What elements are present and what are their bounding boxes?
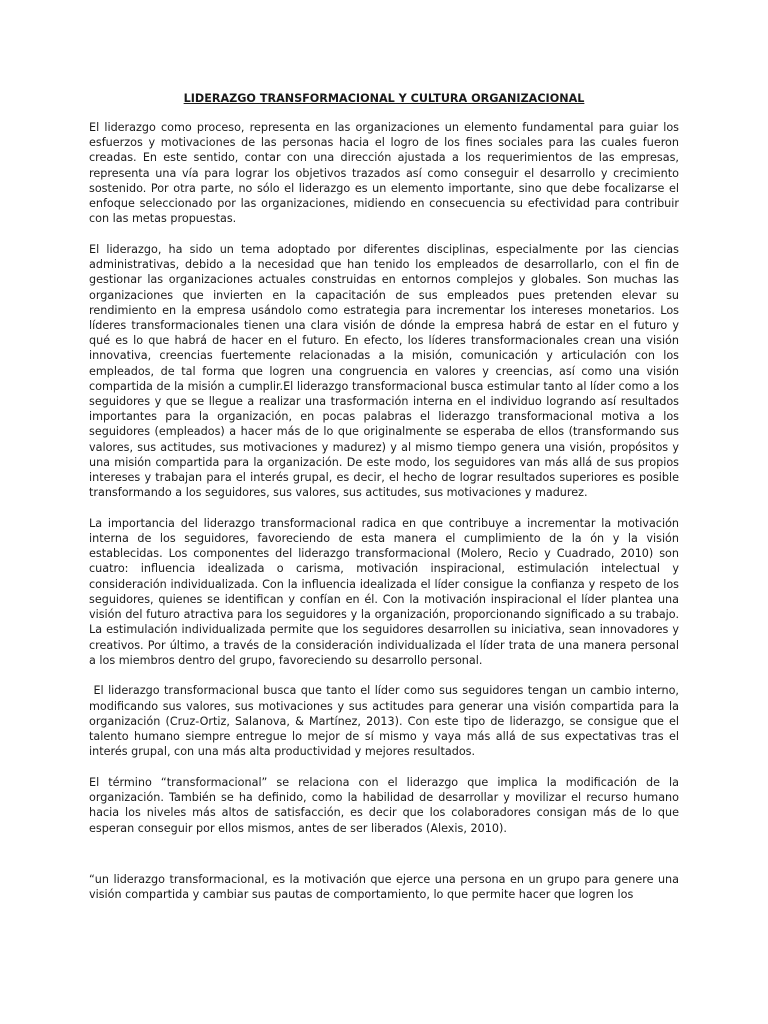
- paragraph-1: El liderazgo como proceso, representa en las organizaciones un elemento fundamental para guiar los esfuerzos y motivaciones de las personas hacia el logro de los fines sociales para las cuales fueron creadas. En este sentido, contar con una dirección ajustada a los requerimientos de las empresas, representa una vía para lograr los objetivos trazados así como conseguir el desarrollo y crecimiento sostenido. Por otra parte, no sólo el liderazgo es un elemento importante, sino que debe focalizarse el enfoque seleccionado por las organizaciones, midiendo en consecuencia su efectividad para contribuir con las metas propuestas.: [89, 121, 679, 226]
- document-body: [89, 91, 683, 918]
- paragraph-5: El término “transformacional” se relaciona con el liderazgo que implica la modificación de la organización. También se ha definido, como la habilidad de desarrollar y movilizar el recurso humano hacia los niveles más altos de satisfacción, es decir que los colaboradores consigan más de lo que esperan conseguir por ellos mismos, antes de ser liberados (Alexis, 2010).: [89, 775, 679, 835]
- paragraph-3: La importancia del liderazgo transformacional radica en que contribuye a incrementar la motivación interna de los seguidores, favoreciendo de esta manera el cumplimiento de la ón y la visión establecidas. Los componentes del liderazgo transformacional (Molero, Recio y Cuadrado, 2010) son cuatro: influencia idealizada o carisma, motivación inspiracional, estimulación intelectual y consideración individualizada. Con la influencia idealizada el líder consigue la confianza y respeto de los seguidores, quienes se identifican y confían en él. Con la motivación inspiracional el líder plantea una visión del futuro atractiva para los seguidores y la organización, proporcionando significado a su trabajo. La estimulación individualizada permite que los seguidores desarrollen su iniciativa, sean innovadores y creativos. Por último, a través de la consideración individualizada el líder trata de una manera personal a los miembros dentro del grupo, favoreciendo su desarrollo personal.: [89, 516, 679, 667]
- paragraph-6-quote: “un liderazgo transformacional, es la motivación que ejerce una persona en un grupo para genere una visión compartida y cambiar sus pautas de comportamiento, lo que permite hacer que logren los: [89, 873, 679, 902]
- blank-line: [89, 851, 679, 872]
- paragraph-4: El liderazgo transformacional busca que tanto el líder como sus seguidores tengan un cambio interno, modificando sus valores, sus motivaciones y sus actitudes para generar una visión compartida para la organización (Cruz-Ortiz, Salanova, & Martínez, 2013). Con este tipo de liderazgo, se consigue que el talento humano siempre entregue lo mejor de sí mismo y vaya más allá de sus expectativas tras el interés grupal, con una más alta productividad y mejores resultados.: [89, 684, 683, 759]
- paragraph-2: El liderazgo, ha sido un tema adoptado por diferentes disciplinas, especialmente por las ciencias administrativas, debido a la necesidad que han tenido los empleados de desarrollarlo, con el fin de gestionar las organizaciones actuales construidas en entornos complejos y globales. Son muchas las organizaciones que invierten en la capacitación de sus empleados pues pretenden elevar su rendimiento en la empresa usándolo como estrategia para incrementar los intereses monetarios. Los líderes transformacionales tienen una clara visión de dónde la empresa habrá de estar en el futuro y qué es lo que habrá de hacer en el futuro. En efecto, los líderes transformacionales crean una visión innovativa, creencias fuertemente relacionadas a la misión, comunicación y articulación con los empleados, de tal forma que logren una congruencia en valores y creencias, así como una visión compartida de la misión a cumplir.El liderazgo transformacional busca estimular tanto al líder como a los seguidores y que se llegue a realizar una trasformación interna en el individuo logrando así resultados importantes para la organización, en pocas palabras el liderazgo transformacional motiva a los seguidores (empleados) a hacer más de lo que originalmente se esperaba de ellos (transformando sus valores, sus actitudes, sus motivaciones y madurez) y al mismo tiempo genera una visión, propósitos y una misión compartida para la organización. De este modo, los seguidores van más allá de sus propios intereses y trabajan para el interés grupal, es decir, el hecho de lograr resultados superiores es posible transformando a los seguidores, sus valores, sus actitudes, sus motivaciones y madurez.: [89, 242, 679, 500]
- document-title: LIDERAZGO TRANSFORMACIONAL Y CULTURA ORGANIZACIONAL: [183, 92, 585, 105]
